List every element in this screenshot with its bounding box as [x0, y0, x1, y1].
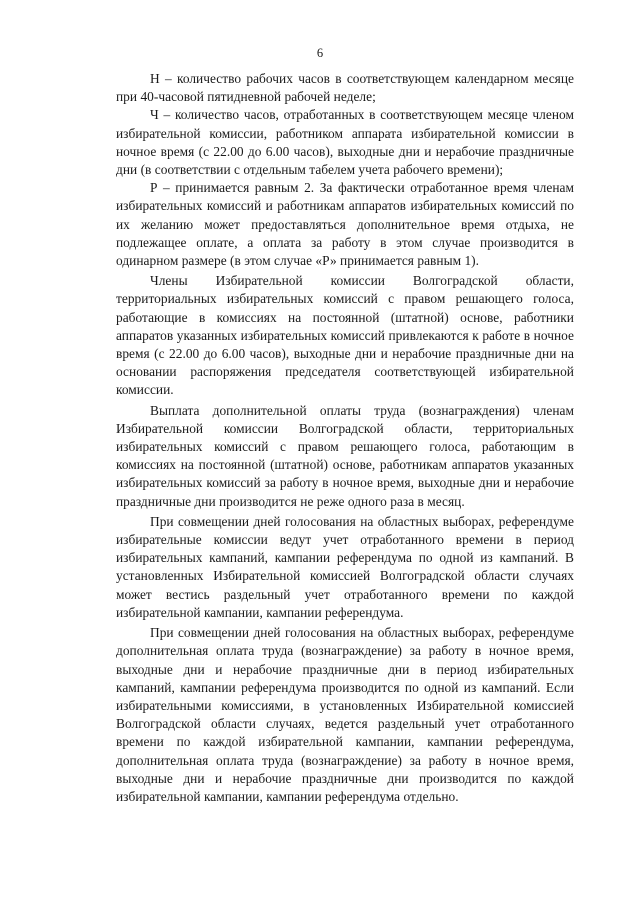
paragraph-r-definition: Р – принимается равным 2. За фактически отработанное время членам избирательных комиссий и работникам аппаратов избирательных комиссий по их желанию может предоставляться дополнительное время отдыха, не подлежащее оплате, а оплата за работу в этом случае производится в одинарном размере (в этом случае «Р» принимается равным 1).	[116, 180, 574, 269]
paragraph-payment-frequency: Выплата дополнительной оплаты труда (вознаграждения) членам Избирательной комиссии Волгоградской области, территориальных избирательных комиссий с правом решающего голоса, работающим в комиссиях на постоянной (штатной) основе, работникам аппаратов указанных избирательных комиссий за работу в ночное время, выходные дни и нерабочие праздничные дни производится не реже одного раза в месяц.	[116, 402, 574, 509]
paragraph-night-work: Члены Избирательной комиссии Волгоградской области, территориальных избирательных комиссий с правом решающего голоса, работающие в комиссиях на постоянной (штатной) основе, работники аппаратов указанных избирательных комиссий привлекаются к работе в ночное время (с 22.00 до 6.00 часов), выходные дни и нерабочие праздничные дни на основании распоряжения председателя соответствующей избирательной комиссии.	[116, 273, 574, 398]
page-number: 6	[316, 46, 324, 60]
paragraph-time-accounting: При совмещении дней голосования на областных выборах, референдуме избирательные комиссии ведут учет отработанного времени в период избирательных кампаний, кампании референдума по одной из кампаний. В установленных Избирательной комиссией Волгоградской области случаях может вестись раздельный учет отработанного времени по каждой избирательной кампании, кампании референдума.	[116, 513, 574, 620]
paragraph-combined-payment: При совмещении дней голосования на областных выборах, референдуме дополнительная оплата труда (вознаграждение) за работу в ночное время, выходные дни и нерабочие праздничные дни в период избирательных кампаний, кампании референдума производится по одной из кампаний. Если избирательными комиссиями, в установленных Избирательной комиссией Волгоградской области случаях, ведется раздельный учет отработанного времени по каждой избирательной кампании, кампании референдума, дополнительная оплата труда (вознаграждение) за работу в ночное время, выходные дни и нерабочие праздничные дни производится по каждой избирательной кампании, кампании референдума отдельно.	[116, 625, 574, 804]
paragraph-ch-definition: Ч – количество часов, отработанных в соответствующем месяце членом избирательной комиссии, работником аппарата избирательной комиссии в ночное время (с 22.00 до 6.00 часов), выходные дни и нерабочие праздничные дни (в соответствии с отдельным табелем учета рабочего времени);	[116, 107, 574, 178]
paragraph-h-definition: Н – количество рабочих часов в соответствующем календарном месяце при 40-часовой пятидневной рабочей неделе;	[116, 71, 574, 105]
document-body	[116, 70, 574, 806]
